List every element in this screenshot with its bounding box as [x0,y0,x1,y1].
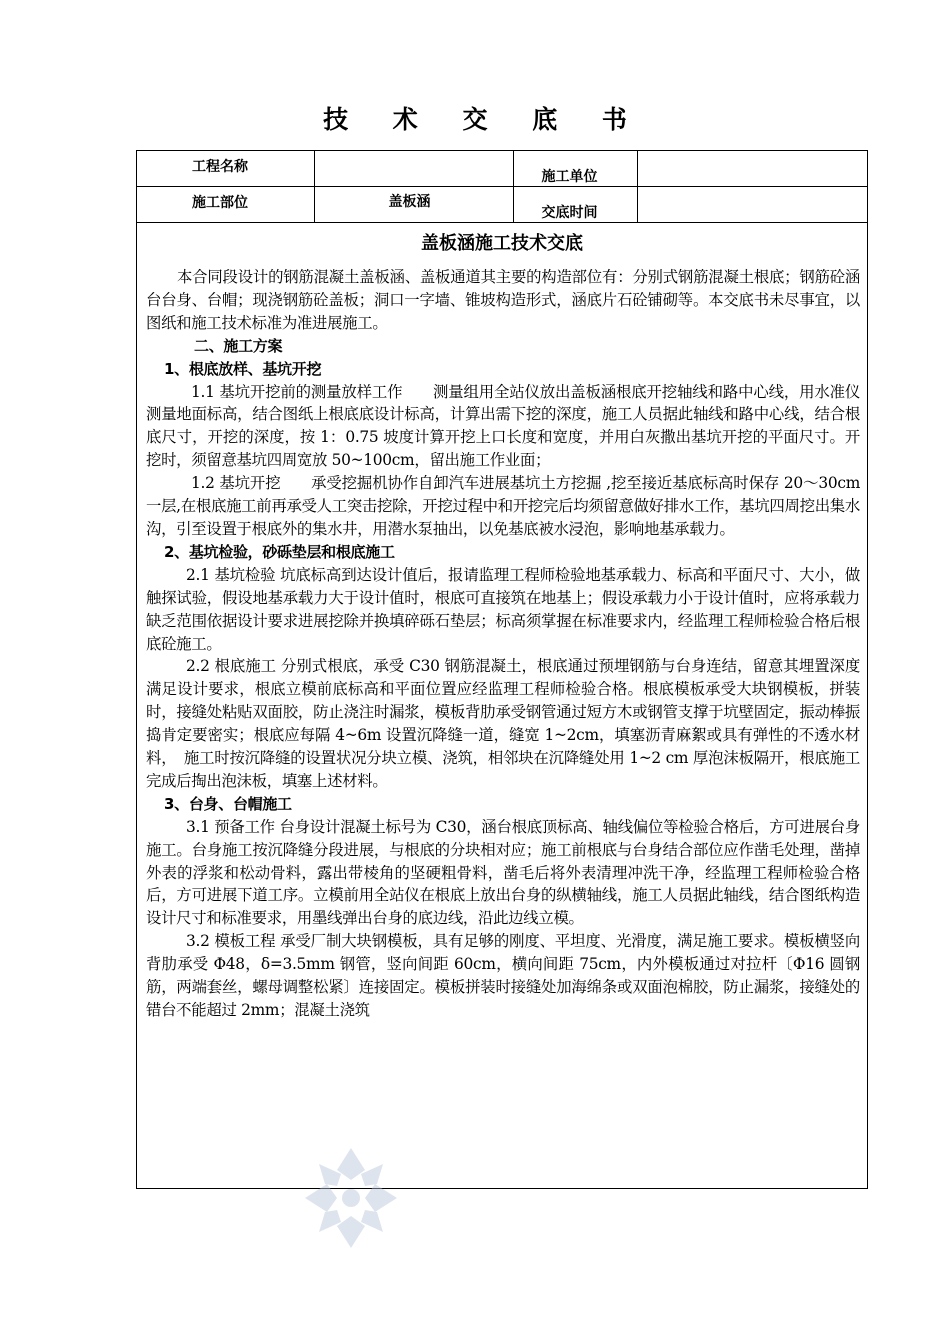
paragraph-2-2: 2.2 根底施工 分别式根底，承受 C30 钢筋混凝土，根底通过预埋钢筋与台身连结，留意其埋置深度满足设计要求，根底立模前底标高和平面位置应经监理工程师检验合格。根底模板承受大块钢模板，拼装时，接缝处粘贴双面胶，防止浇注时漏浆，模板背肋承受钢管通过短方木或钢管支撑于坑壁固定，振动棒振捣肯定要密实；根底应每隔 4~6m 设置沉降缝一道，缝宽 1~2cm，填塞沥青麻絮或具有弹性的不透水材料， 施工时按沉降缝的设置状况分块立模、浇筑，相邻块在沉降缝处用 1~2 cm 厚泡沫板隔开，根底施工完成后掏出泡沫板，填塞上述材料。 [146,657,860,790]
body-text [146,266,860,1022]
paragraph-3-2: 3.2 模板工程 承受厂制大块钢模板，具有足够的刚度、平坦度、光滑度，满足施工要求。模板横竖向背肋承受 Φ48，δ=3.5mm 钢管，竖向间距 60cm，横向间距 75cm，内外模板通过对拉杆〔Φ16 圆钢筋，两端套丝，螺母调整松紧〕连接固定。模板拼装时接缝处加海绵条或双面泡棉胶，防止漏浆，接缝处的错台不能超过 2mm；混凝土浇筑 [146,932,860,1019]
project-name-label: 工程名称 [137,151,314,187]
heading-construction-plan: 二、施工方案 [194,336,283,355]
paragraph-2-1: 2.1 基坑检验 坑底标高到达设计值后，报请监理工程师检验地基承载力、标高和平面尺寸、大小，做触探试验，假设地基承载力大于设计值时，根底可直接筑在地基上；假设承载力小于设计值时，应将承载力缺乏范围依据设计要求进展挖除并换填碎砾石垫层；标高须掌握在标准要求内，经监理工程师检验合格后根底砼施工。 [146,565,860,653]
header-row [137,187,867,223]
paragraph-1-1: 1.1 基坑开挖前的测量放样工作 测量组用全站仪放出盖板涵根底开挖轴线和路中心线，用水准仪测量地面标高，结合图纸上根底底设计标高，计算出需下挖的深度，施工人员据此轴线和路中心线，结合根底尺寸，开挖的深度，按 1：0.75 坡度计算开挖上口长度和宽度，并用白灰撒出基坑开挖的平面尺寸。开挖时，须留意基坑四周宽放 50~100cm，留出施工作业面； [146,382,860,470]
construction-unit-label: 施工单位 [513,151,637,187]
paragraph-1-2: 1.2 基坑开挖 承受挖掘机协作自卸汽车进展基坑土方挖掘 ,挖至接近基底标高时保存 20～30cm 一层,在根底施工前再承受人工突击挖除，开挖过程中和开挖完后均须留意做好排水工作，基坑四周挖出集水沟，引至设置于根底外的集水井，用潜水泵抽出，以免基底被水浸泡，影响地基承载力。 [146,474,860,538]
document-title: 技 术 交 底 书 [323,105,645,134]
intro-paragraph: 本合同段设计的钢筋混凝土盖板涵、盖板通道其主要的构造部位有：分别式钢筋混凝土根底；钢筋砼涵台台身、台帽；现浇钢筋砼盖板；洞口一字墙、锥坡构造形式，涵底片石砼铺砌等。本交底书未尽事宜，以图纸和施工技术标准为准进展施工。 [146,268,860,332]
heading-section-1: 1、根底放样、基坑开挖 [164,359,322,378]
handover-time-label: 交底时间 [513,187,637,223]
header-table [137,151,867,223]
construction-unit-value [637,151,867,187]
project-name-value [314,151,513,187]
handover-time-value [637,187,867,223]
handover-form [136,150,868,1189]
heading-section-2: 2、基坑检验，砂砾垫层和根底施工 [164,542,395,561]
construction-part-label: 施工部位 [137,187,314,223]
header-row [137,151,867,187]
paragraph-3-1: 3.1 预备工作 台身设计混凝土标号为 C30，涵台根底顶标高、轴线偏位等检验合格后，方可进展台身施工。台身施工按沉降缝分段进展，与根底的分块相对应；施工前根底与台身结合部位应作凿毛处理，凿掉外表的浮浆和松动骨料，露出带棱角的坚硬粗骨料，凿毛后将外表清理冲洗干净，经监理工程师检验合格后，方可进展下道工序。立模前用全站仪在根底上放出台身的纵横轴线，施工人员据此轴线，结合图纸构造设计尺寸和标准要求，用墨线弹出台身的底边线，沿此边线立模。 [146,817,860,928]
heading-section-3: 3、台身、台帽施工 [164,794,292,813]
section-title: 盖板涵施工技术交底 [421,233,583,254]
construction-part-value: 盖板涵 [314,187,513,223]
watermark-logo-icon [295,1140,407,1256]
